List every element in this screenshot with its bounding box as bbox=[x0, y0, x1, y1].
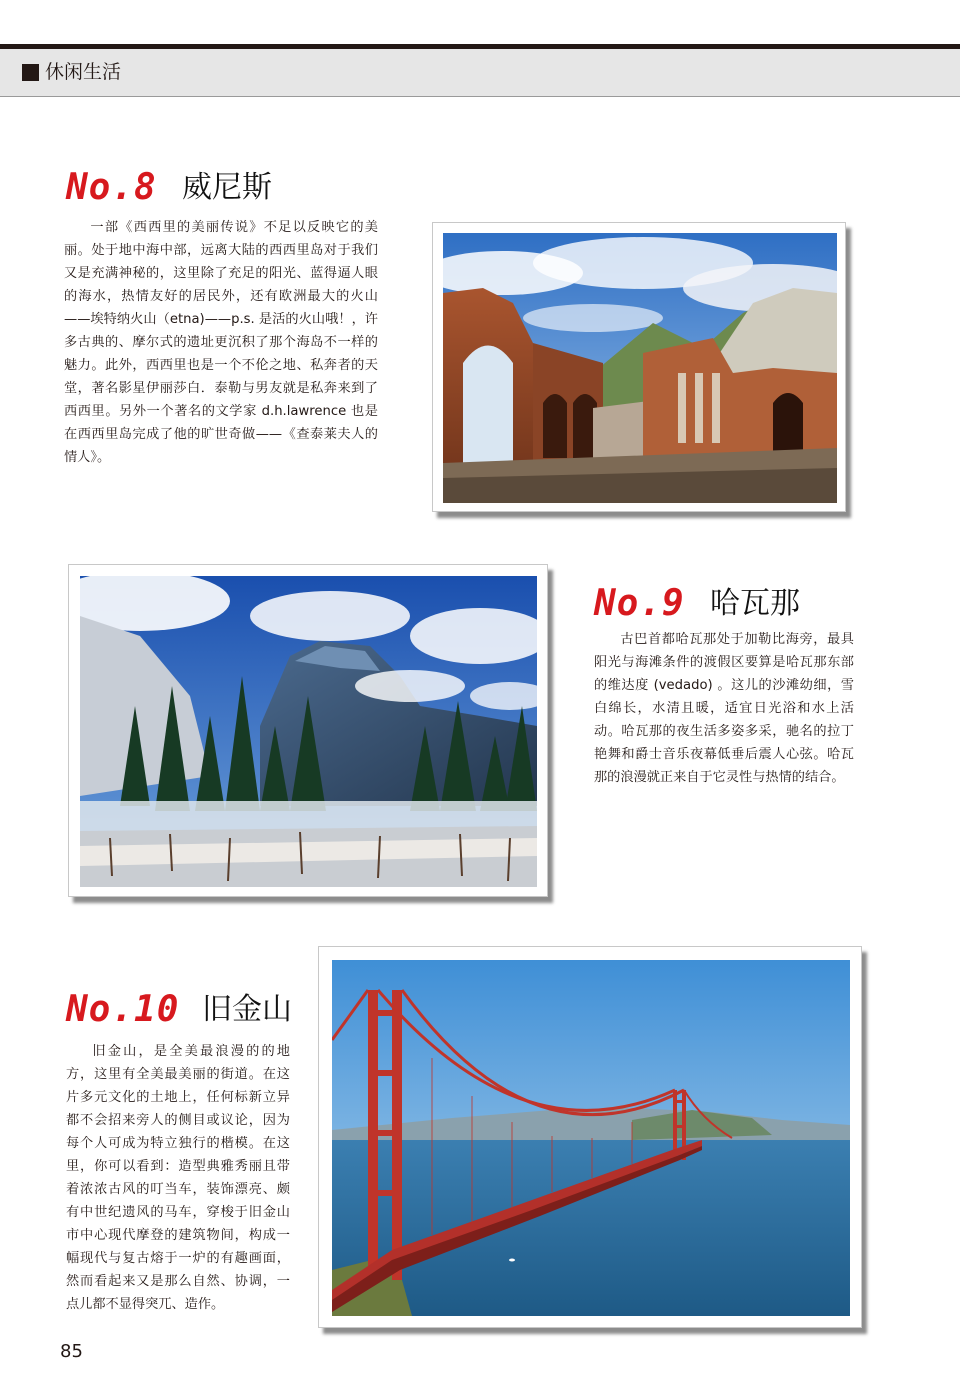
header-square-icon bbox=[22, 64, 39, 81]
mountain-forest-image bbox=[80, 576, 537, 887]
golden-gate-bridge-image bbox=[332, 960, 850, 1316]
sicily-ruins-image bbox=[443, 233, 837, 503]
section-title: 休闲生活 bbox=[45, 61, 122, 83]
entry-text-8: 一部《西西里的美丽传说》不足以反映它的美丽。处于地中海中部，远离大陆的西西里岛对于我们又是充满神秘的，这里除了充足的阳光、蓝得逼人眼的海水，热情友好的居民外，还有欧洲最大的火山——埃特纳火山（etna)——p.s. 是活的火山哦！，许多古典的、摩尔式的遗址更沉积了那个海岛不一样的魅力。此外，西西里也是一个不伦之地、私奔者的天堂，著名影星伊丽莎白．泰勒与男友就是私奔来到了西西里。另外一个著名的文学家 d.h.lawrence 也是在西西里岛完成了他的旷世奇做——《查泰莱夫人的情人》。 bbox=[64, 220, 378, 465]
entry-number-9: No.9 bbox=[594, 583, 685, 624]
entry-number-8: No.8 bbox=[66, 167, 157, 208]
header-bar bbox=[0, 49, 960, 97]
photo-mountain-forest bbox=[68, 564, 548, 897]
entry-text-9: 古巴首都哈瓦那处于加勒比海旁，最具阳光与海滩条件的渡假区要算是哈瓦那东部的维达度 (vedado) 。这儿的沙滩幼细，雪白绵长，水清且暖，适宜日光浴和水上活动。哈瓦那的夜生活多姿多采，驰名的拉丁艳舞和爵士音乐夜幕低垂后震人心弦。哈瓦那的浪漫就正来自于它灵性与热情的结合。 bbox=[594, 632, 854, 785]
entry-text-10: 旧金山，是全美最浪漫的的地方，这里有全美最美丽的街道。在这片多元文化的土地上，任何标新立异都不会招来旁人的侧目或议论，因为每个人可成为特立独行的楷模。在这里，你可以看到：造型典雅秀丽且带着浓浓古风的叮当车，装饰漂亮、颇有中世纪遗风的马车，穿梭于旧金山市中心现代摩登的建筑物间，构成一幅现代与复古熔于一炉的有趣画面，然而看起来又是那么自然、协调，一点儿都不显得突兀、造作。 bbox=[66, 1044, 290, 1312]
photo-golden-gate-bridge bbox=[318, 946, 862, 1328]
place-name-10: 旧金山 bbox=[202, 992, 292, 1027]
page-number: 85 bbox=[60, 1341, 83, 1362]
entry-number-10: No.10 bbox=[66, 989, 180, 1030]
photo-sicily-ruins bbox=[432, 222, 846, 512]
place-name-8: 威尼斯 bbox=[182, 170, 272, 205]
place-name-9: 哈瓦那 bbox=[710, 586, 800, 621]
